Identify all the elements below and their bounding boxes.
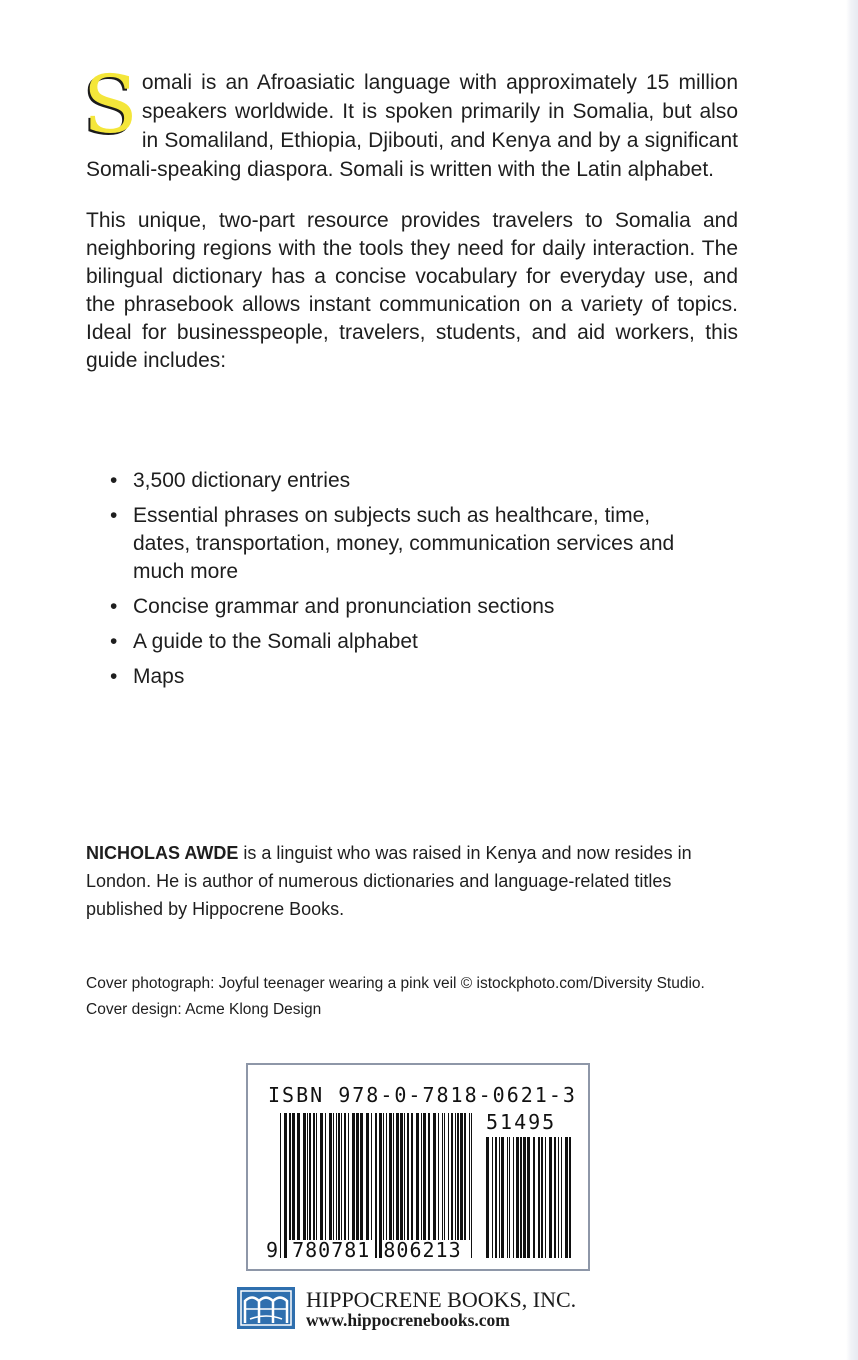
- barcode-bar: [499, 1137, 500, 1258]
- barcode-bar: [280, 1113, 281, 1258]
- barcode-bar: [289, 1113, 291, 1240]
- isbn-barcode: [246, 1063, 590, 1271]
- list-item: [86, 502, 693, 586]
- list-item: [86, 628, 693, 656]
- barcode-bar: [545, 1137, 546, 1258]
- barcode-bar: [313, 1113, 315, 1240]
- barcode-bar: [360, 1113, 363, 1240]
- barcode-bar: [307, 1113, 308, 1240]
- author-bio-text: is a linguist who was raised in Kenya and now resides in London. He is author of numerous dictionaries and language-related titles published by Hippocrene Books.: [86, 843, 692, 919]
- bullet-icon: •: [110, 469, 118, 492]
- barcode-bar: [460, 1113, 463, 1240]
- barcode-bar: [533, 1137, 535, 1258]
- barcode-bar: [538, 1137, 540, 1258]
- barcode-bar: [416, 1113, 419, 1240]
- barcode-bar: [438, 1113, 439, 1240]
- list-item-text: Maps: [133, 665, 185, 688]
- barcode-bar: [507, 1137, 508, 1258]
- cover-credits: [86, 974, 738, 1026]
- barcode-bar: [558, 1137, 559, 1258]
- description-paragraph: This unique, two-part resource provides travelers to Somalia and neighboring regions with the tools they need for daily interaction. The bilingual dictionary has a concise vocabulary for everyday use, and the phrasebook allows instant communication on a variety of topics. Ideal for businesspeople, travelers, students, and aid workers, this guide includes:: [86, 209, 738, 372]
- barcode-bar: [457, 1113, 459, 1240]
- barcode-bar: [523, 1137, 526, 1258]
- isbn-label: ISBN 978-0-7818-0621-3: [268, 1083, 577, 1107]
- bullet-icon: •: [110, 665, 118, 688]
- price-barcode-bars: [486, 1137, 572, 1258]
- hippocrene-logo-icon: [236, 1286, 296, 1330]
- barcode-bar: [451, 1113, 453, 1240]
- bullet-icon: •: [110, 630, 118, 653]
- barcode-bar: [561, 1137, 562, 1258]
- barcode-bar: [433, 1113, 436, 1240]
- barcode-bar: [464, 1113, 466, 1240]
- publisher-name: HIPPOCRENE BOOKS, INC.: [306, 1287, 577, 1312]
- feature-list: [86, 467, 738, 691]
- barcode-bar: [333, 1113, 334, 1240]
- barcode-bar: [527, 1137, 530, 1258]
- barcode-bar: [352, 1113, 355, 1240]
- barcode-bar: [520, 1137, 522, 1258]
- barcode-bar: [411, 1113, 413, 1240]
- list-item-text: Essential phrases on subjects such as healthcare, time, dates, transportation, money, communication services and much more: [133, 504, 675, 583]
- page-edge-shading: [846, 0, 858, 1360]
- barcode-bar: [292, 1113, 295, 1240]
- intro-text: omali is an Afroasiatic language with approximately 15 million speakers worldwide. It is spoken primarily in Somalia, but also in Somaliland, Ethiopia, Djibouti, and Kenya and by a significant Somali-speaking diaspora. Somali is written with the Latin alphabet.: [86, 71, 738, 181]
- list-item: [86, 663, 693, 691]
- barcode-bar: [297, 1113, 300, 1240]
- barcode-bar: [469, 1113, 470, 1240]
- barcode-bar: [386, 1113, 387, 1240]
- barcode-bar: [348, 1113, 349, 1240]
- barcode-bar: [549, 1137, 552, 1258]
- barcode-bar: [336, 1113, 337, 1240]
- barcode-bar: [389, 1113, 392, 1240]
- barcode-bar: [303, 1113, 306, 1240]
- barcode-bar: [325, 1113, 326, 1240]
- author-bio: [86, 839, 738, 923]
- barcode-bar: [486, 1137, 489, 1258]
- publisher-imprint: [236, 1286, 616, 1332]
- barcode-bar: [541, 1137, 543, 1258]
- drop-cap-letter: S: [83, 58, 138, 151]
- barcode-bar: [513, 1137, 514, 1258]
- barcode-bar: [516, 1137, 519, 1258]
- publisher-url: www.hippocrenebooks.com: [306, 1310, 510, 1330]
- barcode-bar: [444, 1113, 445, 1240]
- barcode-bar: [471, 1113, 472, 1258]
- barcode-bar: [428, 1113, 430, 1240]
- barcode-bar: [404, 1113, 405, 1240]
- barcode-bar: [344, 1113, 346, 1240]
- barcode-bar: [341, 1113, 342, 1240]
- barcode-bar: [383, 1113, 384, 1240]
- barcode-bar: [309, 1113, 311, 1240]
- barcode-bar: [366, 1113, 369, 1240]
- barcode-bar: [338, 1113, 340, 1240]
- barcode-bar: [554, 1137, 556, 1258]
- barcode-bar: [396, 1113, 399, 1240]
- design-credit: Cover design: Acme Klong Design: [86, 1001, 322, 1018]
- list-item: [86, 593, 693, 621]
- barcode-bar: [421, 1113, 422, 1240]
- barcode-bar: [329, 1113, 332, 1240]
- ean-digits: 9 780781 806213: [266, 1238, 462, 1262]
- author-name: NICHOLAS AWDE: [86, 843, 239, 863]
- list-item-text: Concise grammar and pronunciation sections: [133, 595, 555, 618]
- barcode-bar: [379, 1113, 382, 1258]
- barcode-bar: [569, 1137, 571, 1258]
- barcode-bar: [400, 1113, 403, 1240]
- list-item-text: 3,500 dictionary entries: [133, 469, 351, 492]
- barcode-bar: [371, 1113, 372, 1240]
- barcode-bar: [284, 1113, 287, 1258]
- barcode-bar: [501, 1137, 504, 1258]
- ean-barcode-bars: [280, 1113, 476, 1258]
- price-code: 51495: [486, 1110, 557, 1134]
- barcode-bar: [495, 1137, 497, 1258]
- bullet-icon: •: [110, 595, 118, 618]
- barcode-bar: [407, 1113, 409, 1240]
- intro-paragraph: [83, 58, 738, 184]
- barcode-bar: [356, 1113, 359, 1240]
- barcode-bar: [565, 1137, 568, 1258]
- barcode-bar: [316, 1113, 317, 1240]
- barcode-bar: [393, 1113, 394, 1240]
- list-item: [86, 467, 693, 495]
- barcode-bar: [423, 1113, 426, 1240]
- photo-credit: Cover photograph: Joyful teenager wearing a pink veil © istockphoto.com/Diversity Studio.: [86, 975, 705, 992]
- barcode-bar: [455, 1113, 456, 1240]
- barcode-bar: [448, 1113, 449, 1240]
- back-cover-text: [83, 58, 738, 698]
- barcode-bar: [492, 1137, 493, 1258]
- bullet-icon: •: [110, 504, 118, 527]
- barcode-bar: [509, 1137, 510, 1258]
- barcode-bar: [375, 1113, 377, 1258]
- list-item-text: A guide to the Somali alphabet: [133, 630, 418, 653]
- barcode-bar: [442, 1113, 443, 1240]
- barcode-bar: [320, 1113, 323, 1240]
